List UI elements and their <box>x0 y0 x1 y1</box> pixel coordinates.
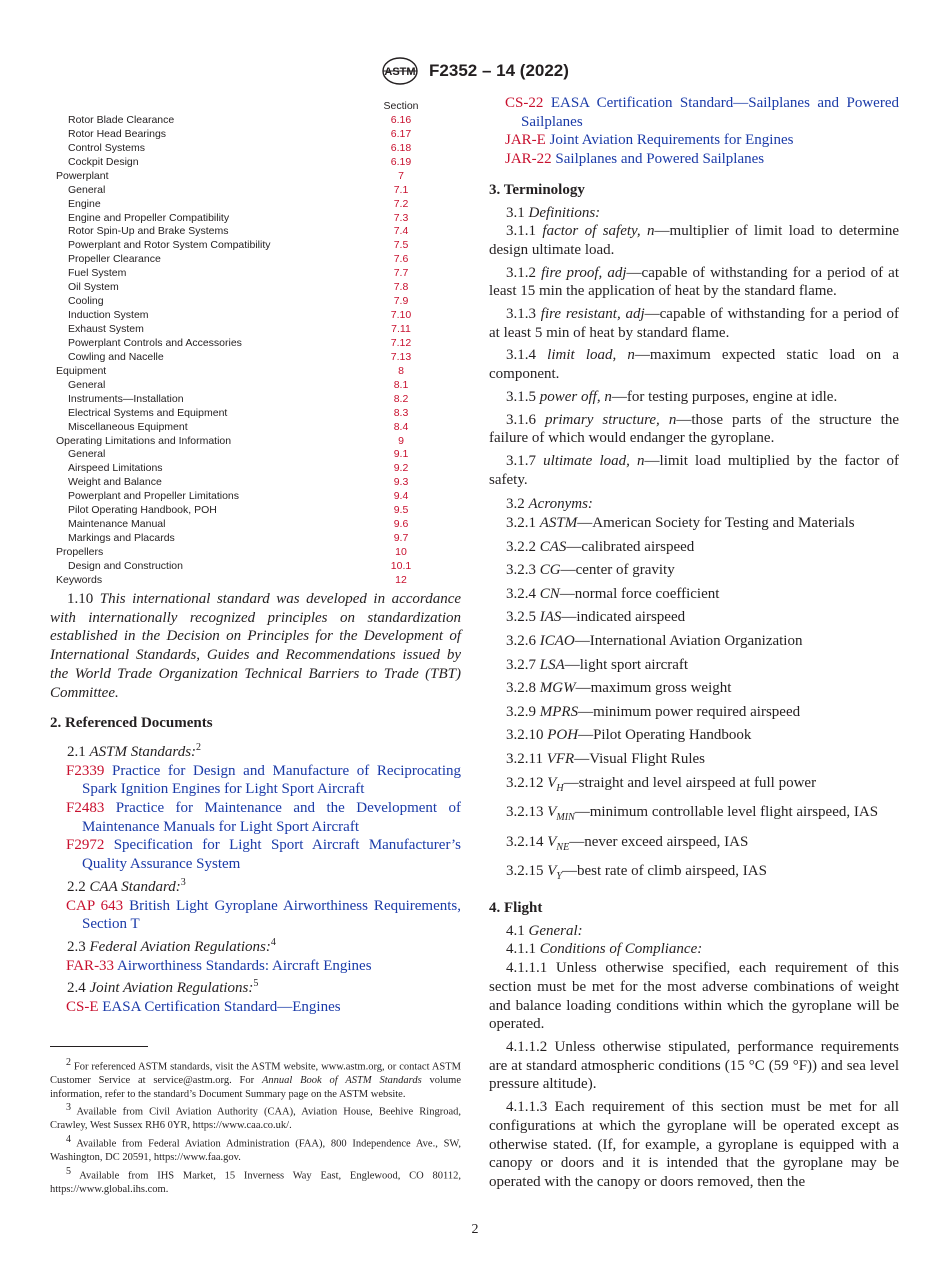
toc-section-number[interactable]: 8.4 <box>393 420 409 433</box>
toc-section-number[interactable]: 7.4 <box>393 225 409 238</box>
toc-title: Miscellaneous Equipment <box>68 420 188 433</box>
right-column <box>489 94 899 1192</box>
reference-f2483[interactable]: F2483 Practice for Maintenance and the Development of Maintenance Manuals for Light Sport Aircraft <box>66 800 462 835</box>
toc-row[interactable] <box>56 351 461 365</box>
toc-row[interactable] <box>56 448 461 462</box>
page-header <box>0 56 950 86</box>
toc-title: Rotor Spin-Up and Brake Systems <box>68 225 229 238</box>
toc-section-number[interactable]: 9.5 <box>393 504 409 517</box>
footnote-rule <box>50 1046 148 1047</box>
astm-logo-icon <box>381 56 419 86</box>
toc-title: Keywords <box>56 573 103 586</box>
acronym-3-2-12: 3.2.12 $V_H—straight$ and level airspeed at full power <box>506 774 817 794</box>
toc-section-number[interactable]: 8 <box>398 364 404 377</box>
toc-row[interactable] <box>56 114 461 128</box>
subsection-2-1: 2.1 ASTM Standards:$^2$ <box>67 741 202 760</box>
acronym-item: 3.2.5 IAS—indicated airspeed <box>506 609 686 626</box>
reference-far33[interactable]: FAR-33 Airworthiness Standards: Aircraft Engines <box>66 957 372 974</box>
footnotes <box>50 1046 461 1196</box>
toc-title: Maintenance Manual <box>68 518 166 531</box>
acronym-item: 3.2.6 ICAO—International Aviation Organization <box>506 633 803 650</box>
paragraph-4-1-1-3: 4.1.1.3 Each requirement of this section must be met for all configurations at which the gyroplane will be operated except as otherwise stated. (If, for example, a gyroplane is equipped with a canopy or doors and it is intended that the gyroplane may be operated with the canopy or doors removed, then the <box>489 1099 899 1190</box>
definition-3-1-4: 3.1.4 limit load, n—maximum expected static load on a component. <box>489 347 900 383</box>
toc-section-number[interactable]: 7.9 <box>393 295 409 308</box>
toc-row[interactable] <box>56 476 461 490</box>
toc-section-number[interactable]: 9.6 <box>393 518 409 531</box>
toc-section-number[interactable]: 9.4 <box>393 490 409 503</box>
toc-row[interactable] <box>56 393 461 407</box>
toc-row[interactable] <box>56 546 461 560</box>
footnote-3: $^3$ Available from Civil Aviation Authority (CAA), Aviation House, Beehive Ringroad, Crawley, West Sussex RH6 0YR, https://www.caa.co.uk/. <box>50 1102 461 1132</box>
toc-row[interactable] <box>56 532 461 546</box>
left-column <box>50 590 461 1017</box>
toc-section-number[interactable]: 9.3 <box>393 476 409 489</box>
toc-section-number[interactable]: 10.1 <box>390 559 412 572</box>
toc-row[interactable] <box>56 128 461 142</box>
toc-row[interactable] <box>56 518 461 532</box>
toc-section-number[interactable]: 6.19 <box>390 155 412 168</box>
definition-3-1-2: 3.1.2 fire proof, adj—capable of withstanding for a period of at least 15 min the application of heat by the standard flame. <box>489 264 900 300</box>
acronym-item: 3.2.8 MGW—maximum gross weight <box>506 680 732 697</box>
subsection-2-3: 2.3 Federal Aviation Regulations:$^4$ <box>67 936 276 955</box>
toc-row[interactable] <box>56 462 461 476</box>
toc-section-number[interactable]: 9.7 <box>393 532 409 545</box>
toc-row[interactable] <box>56 379 461 393</box>
toc-row[interactable] <box>56 574 461 588</box>
acronym-3-2-13: 3.2.13 $V_{MIN}—minimum$ controllable level flight airspeed, IAS <box>506 804 879 824</box>
acronym-item: 3.2.3 CG—center of gravity <box>506 562 675 579</box>
definition-3-1-5: 3.1.5 power off, n—for testing purposes, engine at idle. <box>506 388 838 405</box>
toc-title: Engine and Propeller Compatibility <box>68 211 230 224</box>
toc-section-number[interactable]: 9.2 <box>393 462 409 475</box>
toc-title: Cockpit Design <box>68 155 139 168</box>
subsection-4-1: 4.1 General: <box>506 922 583 939</box>
subsection-2-2: 2.2 CAA Standard:$^3$ <box>67 876 186 895</box>
toc-row[interactable] <box>56 281 461 295</box>
toc-row[interactable] <box>56 253 461 267</box>
toc-title: Propeller Clearance <box>68 253 161 266</box>
toc-row[interactable] <box>56 198 461 212</box>
toc-title: Design and Construction <box>68 559 183 572</box>
toc-title: Oil System <box>68 281 119 294</box>
acronym-3-2-15: 3.2.15 $V_Y—best$ rate of climb airspeed, IAS <box>506 863 767 883</box>
reference-jare[interactable]: JAR-E Joint Aviation Requirements for Engines <box>505 132 794 149</box>
subsection-3-2: 3.2 Acronyms: <box>506 496 593 513</box>
toc-title: Weight and Balance <box>68 476 162 489</box>
toc-title: Induction System <box>68 309 149 322</box>
toc-title: Powerplant <box>56 169 109 182</box>
acronym-item: 3.2.4 CN—normal force coefficient <box>506 585 720 602</box>
toc-row[interactable] <box>56 156 461 170</box>
toc-row[interactable] <box>56 184 461 198</box>
paragraph-4-1-1-2: 4.1.1.2 Unless otherwise stipulated, performance requirements are at standard atmospheric conditions (15 °C (59 °F)) and sea level pressure altitude). <box>489 1039 899 1093</box>
toc-title: Engine <box>68 197 101 210</box>
toc-section-header: Section <box>383 100 419 112</box>
toc-section-number[interactable]: 7.8 <box>393 281 409 294</box>
toc-row[interactable] <box>56 142 461 156</box>
table-of-contents <box>56 100 461 588</box>
toc-row[interactable] <box>56 309 461 323</box>
toc-section-number[interactable]: 7.6 <box>393 253 409 266</box>
toc-title: Propellers <box>56 546 104 558</box>
definition-3-1-1: 3.1.1 factor of safety, n—multiplier of limit load to determine design ultimate load. <box>489 223 899 258</box>
toc-section-number[interactable]: 10 <box>395 546 407 558</box>
toc-title: Cowling and Nacelle <box>68 350 164 363</box>
toc-section-number[interactable]: 7.13 <box>390 350 412 363</box>
document-designation: F2352 – 14 (2022) <box>429 61 569 80</box>
footnote-5: $^5$ Available from IHS Market, 15 Inverness Way East, Englewood, CO 80112, https://www.global.ihs.com. <box>50 1165 462 1195</box>
acronym-item: 3.2.11 VFR—Visual Flight Rules <box>506 751 705 767</box>
reference-cs22[interactable]: CS-22 EASA Certification Standard—Sailplanes and Powered Sailplanes <box>505 95 899 130</box>
toc-section-number[interactable]: 7.5 <box>393 239 409 252</box>
toc-section-number[interactable]: 12 <box>395 573 407 586</box>
toc-title: Rotor Head Bearings <box>68 127 167 140</box>
paragraph-4-1-1-1: 4.1.1.1 Unless otherwise specified, each requirement of this section must be met for the most adverse combinations of weight and balance loading conditions within which the gyroplane will be operated. <box>489 960 899 1033</box>
toc-row[interactable] <box>56 490 461 504</box>
toc-section-number[interactable]: 7.11 <box>391 323 411 335</box>
section-heading-3: 3. Terminology <box>489 181 585 198</box>
acronym-item: 3.2.1 ASTM—American Society for Testing and Materials <box>506 515 855 532</box>
acronym-item: 3.2.2 CAS—calibrated airspeed <box>506 538 695 555</box>
toc-section-number[interactable]: 7.10 <box>390 309 412 322</box>
toc-section-number[interactable]: 6.16 <box>390 113 412 126</box>
footnote-4: $^4$ Available from Federal Aviation Administration (FAA), 800 Independence Ave., SW, Washington, DC 20591, https://www.faa.gov. <box>50 1133 461 1164</box>
toc-row[interactable] <box>56 267 461 281</box>
astm-logo-text: ASTM <box>384 66 416 78</box>
subsection-4-1-1: 4.1.1 Conditions of Compliance: <box>506 941 703 958</box>
toc-row[interactable] <box>56 435 461 449</box>
toc-row[interactable] <box>56 295 461 309</box>
toc-section-number[interactable]: 8.1 <box>393 378 409 391</box>
toc-title: Powerplant and Rotor System Compatibility <box>68 239 271 252</box>
acronym-list <box>489 514 899 769</box>
paragraph-1-10: 1.10 This international standard was developed in accordance with internationally recognized principles on standardization established in the Decision on Principles for the Development of International Standards, Guides and Recommendations issued by the World Trade Organization Technical Barriers to Trade (TBT) Committee. <box>50 591 462 701</box>
toc-section-number[interactable]: 7.3 <box>393 211 409 224</box>
toc-row[interactable] <box>56 212 461 226</box>
toc-section-number[interactable]: 7.1 <box>393 183 409 196</box>
acronym-3-2-14: 3.2.14 $V_{NE}—never$ exceed airspeed, IAS <box>506 833 749 853</box>
toc-section-number[interactable]: 7 <box>398 169 404 182</box>
toc-row[interactable] <box>56 225 461 239</box>
toc-section-number[interactable]: 8.2 <box>393 392 409 405</box>
toc-title: Equipment <box>56 364 107 377</box>
definition-3-1-6: 3.1.6 primary structure, n—those parts of the structure the failure of which would endanger the gyroplane. <box>489 411 899 447</box>
toc-section-number[interactable]: 9 <box>398 434 404 447</box>
toc-title: General <box>68 448 106 461</box>
subsection-3-1: 3.1 Definitions: <box>506 204 601 221</box>
toc-section-number[interactable]: 7.2 <box>393 197 409 210</box>
toc-title: Powerplant and Propeller Limitations <box>68 490 240 503</box>
definition-3-1-7: 3.1.7 ultimate load, n—limit load multiplied by the factor of safety. <box>489 452 900 488</box>
toc-row[interactable] <box>56 365 461 379</box>
subsection-2-4: 2.4 Joint Aviation Regulations:$^5$ <box>67 978 259 997</box>
acronym-item: 3.2.10 POH—Pilot Operating Handbook <box>506 727 752 744</box>
toc-row[interactable] <box>56 560 461 574</box>
toc-row[interactable] <box>56 239 461 253</box>
toc-section-number[interactable]: 6.17 <box>390 127 412 140</box>
toc-title: Rotor Blade Clearance <box>68 113 175 126</box>
toc-row[interactable] <box>56 407 461 421</box>
toc-title: Airspeed Limitations <box>68 462 163 475</box>
toc-section-number[interactable]: 7.7 <box>393 267 409 280</box>
toc-row[interactable] <box>56 421 461 435</box>
footnote-2: $^2$ For referenced ASTM standards, visit the ASTM website, www.astm.org, or contact ASTM Customer Service at service@astm.org. For Annual Book of ASTM Standards volume information, refer to the standard’s Document Summary page on the ASTM website. <box>50 1057 461 1100</box>
toc-title: Markings and Placards <box>68 532 175 545</box>
toc-section-number[interactable]: 6.18 <box>390 141 412 154</box>
toc-title: General <box>68 378 106 391</box>
acronym-item: 3.2.9 MPRS—minimum power required airspeed <box>506 703 801 720</box>
toc-title: Electrical Systems and Equipment <box>68 406 228 419</box>
section-heading-2: 2. Referenced Documents <box>50 715 213 732</box>
toc-title: Operating Limitations and Information <box>56 434 232 447</box>
toc-title: Pilot Operating Handbook, POH <box>68 504 217 517</box>
reference-jar22[interactable]: JAR-22 Sailplanes and Powered Sailplanes <box>505 151 765 168</box>
toc-title: Fuel System <box>68 267 127 280</box>
reference-f2339[interactable]: F2339 Practice for Design and Manufacture of Reciprocating Spark Ignition Engines for Light Sport Aircraft <box>66 762 462 798</box>
toc-title: Cooling <box>68 295 104 308</box>
section-heading-4: 4. Flight <box>489 900 543 917</box>
acronym-item: 3.2.7 LSA—light sport aircraft <box>506 656 689 673</box>
toc-section-number[interactable]: 8.3 <box>393 406 409 419</box>
reference-cse[interactable]: CS-E EASA Certification Standard—Engines <box>66 999 341 1016</box>
toc-title: General <box>68 183 106 196</box>
toc-title: Exhaust System <box>68 323 144 335</box>
toc-section-number[interactable]: 9.1 <box>393 448 409 461</box>
reference-cap643[interactable]: CAP 643 British Light Gyroplane Airworthiness Requirements, Section T <box>66 897 461 933</box>
toc-title: Instruments—Installation <box>68 392 184 405</box>
definition-3-1-3: 3.1.3 fire resistant, adj—capable of withstanding for a period of at least 5 min of heat by standard flame. <box>489 306 900 341</box>
reference-f2972[interactable]: F2972 Specification for Light Sport Aircraft Manufacturer’s Quality Assurance System <box>66 837 461 873</box>
toc-row[interactable] <box>56 170 461 184</box>
toc-section-number[interactable]: 7.12 <box>390 336 412 349</box>
toc-row[interactable] <box>56 337 461 351</box>
page-number: 2 <box>471 1222 479 1237</box>
toc-title: Powerplant Controls and Accessories <box>68 336 242 349</box>
toc-title: Control Systems <box>68 141 146 154</box>
toc-row[interactable] <box>56 504 461 518</box>
toc-header <box>56 100 461 114</box>
toc-row[interactable] <box>56 323 461 337</box>
